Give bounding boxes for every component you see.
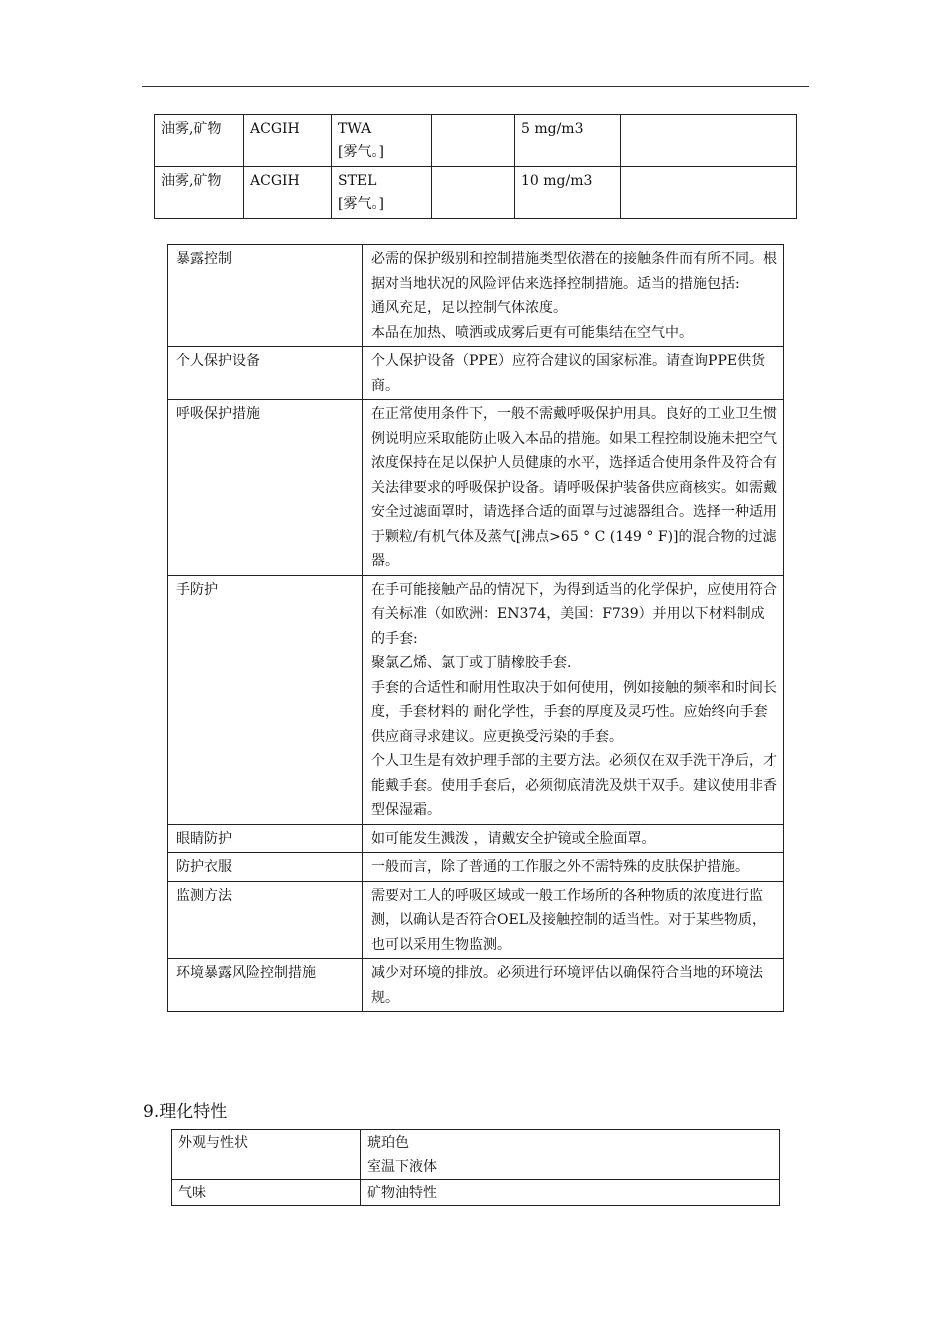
exposure-limits-table <box>154 114 797 219</box>
empty-cell <box>621 115 797 167</box>
control-row <box>168 881 784 959</box>
limit-row <box>155 167 797 219</box>
property-value: 矿物油特性 <box>361 1180 780 1206</box>
exposure-controls-table <box>167 244 784 1012</box>
control-text: 在手可能接触产品的情况下，为得到适当的化学保护，应使用符合有关标准（如欧洲：EN374，美国：F739）并用以下材料制成的手套: 聚氯乙烯、氯丁或丁腈橡胶手套. 手套的合适性和耐用性取决于如何使用，例如接触的频率和时间长度，手套材料的 耐化学性，手套的厚度及灵巧性。应始终向手套供应商寻求建议。应更换受污染的手套。 个人卫生是有效护理手部的主要方法。必须仅在双手洗干净后，才能戴手套。使用手套后，必须彻底清洗及烘干双手。建议使用非香型保湿霜。 <box>363 575 784 824</box>
control-text: 一般而言，除了普通的工作服之外不需特殊的皮肤保护措施。 <box>363 853 784 882</box>
control-label: 环境暴露风险控制措施 <box>168 959 363 1012</box>
control-row <box>168 959 784 1012</box>
properties-table <box>171 1129 780 1206</box>
header-rule <box>142 86 809 87</box>
control-text: 个人保护设备（PPE）应符合建议的国家标准。请查询PPE供货商。 <box>363 347 784 400</box>
property-row <box>172 1180 780 1206</box>
control-label: 呼吸保护措施 <box>168 400 363 576</box>
control-row <box>168 853 784 882</box>
control-label: 手防护 <box>168 575 363 824</box>
limit-type-cell: STEL [雾气。] <box>332 167 432 219</box>
property-row <box>172 1130 780 1180</box>
limit-value-cell: 5 mg/m3 <box>515 115 621 167</box>
section-title: 9.理化特性 <box>143 1102 228 1122</box>
limit-type-cell: TWA [雾气。] <box>332 115 432 167</box>
control-label: 暴露控制 <box>168 245 363 347</box>
source-cell: ACGIH <box>244 115 332 167</box>
source-cell: ACGIH <box>244 167 332 219</box>
control-row <box>168 575 784 824</box>
control-label: 眼睛防护 <box>168 824 363 853</box>
limit-row <box>155 115 797 167</box>
property-label: 外观与性状 <box>172 1130 361 1180</box>
control-text: 必需的保护级别和控制措施类型依潜在的接触条件而有所不同。根据对当地状况的风险评估来选择控制措施。适当的措施包括: 通风充足，足以控制气体浓度。 本品在加热、喷洒或成雾后更有可能集结在空气中。 <box>363 245 784 347</box>
control-row <box>168 245 784 347</box>
empty-cell <box>432 167 515 219</box>
control-text: 如可能发生溅泼 ，请戴安全护镜或全脸面罩。 <box>363 824 784 853</box>
control-label: 监测方法 <box>168 881 363 959</box>
limit-value-cell: 10 mg/m3 <box>515 167 621 219</box>
control-label: 防护衣服 <box>168 853 363 882</box>
control-text: 减少对环境的排放。必须进行环境评估以确保符合当地的环境法规。 <box>363 959 784 1012</box>
control-text: 需要对工人的呼吸区域或一般工作场所的各种物质的浓度进行监测，以确认是否符合OEL及接触控制的适当性。对于某些物质，也可以采用生物监测。 <box>363 881 784 959</box>
substance-cell: 油雾,矿物 <box>155 115 244 167</box>
control-row <box>168 400 784 576</box>
substance-cell: 油雾,矿物 <box>155 167 244 219</box>
empty-cell <box>432 115 515 167</box>
control-text: 在正常使用条件下，一般不需戴呼吸保护用具。良好的工业卫生惯例说明应采取能防止吸入本品的措施。如果工程控制设施未把空气浓度保持在足以保护人员健康的水平，选择适合使用条件及符合有关法律要求的呼吸保护设备。请呼吸保护装备供应商核实。如需戴安全过滤面罩时，请选择合适的面罩与过滤器组合。选择一种适用于颗粒/有机气体及蒸气[沸点>65 ° C (149 ° F)]的混合物的过滤器。 <box>363 400 784 576</box>
control-row <box>168 824 784 853</box>
property-value: 琥珀色 室温下液体 <box>361 1130 780 1180</box>
property-label: 气味 <box>172 1180 361 1206</box>
empty-cell <box>621 167 797 219</box>
control-label: 个人保护设备 <box>168 347 363 400</box>
control-row <box>168 347 784 400</box>
